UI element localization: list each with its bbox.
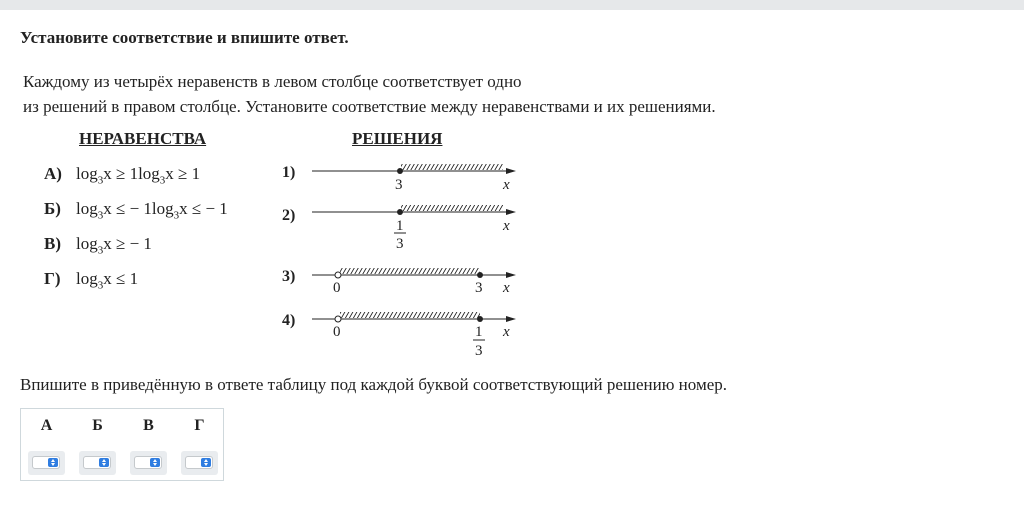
answer-cell-v: [130, 451, 167, 475]
number-line-2: [312, 205, 516, 252]
select-arrow-icon: [150, 458, 160, 467]
solutions-heading: РЕШЕНИЯ: [352, 129, 443, 148]
inequality-letter: Б): [44, 199, 61, 218]
inequality-letter: В): [44, 234, 61, 253]
inequality-letter: А): [44, 164, 62, 183]
answer-header-a: А: [40, 417, 53, 434]
point-numerator: 1: [396, 218, 404, 234]
left-label: 0: [333, 280, 341, 296]
select-arrow-icon: [201, 458, 211, 467]
answer-table: [20, 408, 224, 481]
solution-number-1: 1): [282, 164, 296, 181]
inequality-v: В) $\log_3x$ ≥ − 1: [44, 234, 152, 257]
closed-point: [397, 168, 403, 174]
answer-header-v: В: [143, 417, 154, 434]
answer-select-b[interactable]: [83, 456, 111, 469]
select-arrow-icon: [99, 458, 109, 467]
intro-line-2: из решений в правом столбце. Установите соответствие между неравенствами и их решениями.: [23, 97, 716, 116]
answer-select-v[interactable]: [134, 456, 162, 469]
solution-number-4: 4): [282, 312, 296, 329]
open-point: [335, 272, 341, 278]
point-label: 3: [395, 177, 403, 193]
closed-point: [477, 316, 483, 322]
answer-select-g[interactable]: [185, 456, 213, 469]
answer-cell-a: [28, 451, 65, 475]
answer-cell-b: [79, 451, 116, 475]
inequality-a: А) $\log_3x \ge 1\log_3x \ge 1$: [44, 164, 201, 187]
answer-select-a[interactable]: [32, 456, 60, 469]
inequalities-heading: НЕРАВЕНСТВА: [79, 129, 207, 148]
inequality-letter: Г): [44, 269, 61, 288]
inequality-b: Б) $\log_3x$ ≤ − $1\log_3x$ ≤ − 1: [44, 199, 228, 222]
number-line-3: [312, 268, 516, 296]
axis-label: x: [503, 177, 510, 193]
open-point: [335, 316, 341, 322]
point-denominator: 3: [396, 236, 404, 252]
right-label: 3: [475, 280, 483, 296]
solution-number-2: 2): [282, 207, 296, 224]
answer-header-g: Г: [194, 417, 205, 434]
answer-instruction: Впишите в приведённую в ответе таблицу под каждой буквой соответствующий решению номер.: [20, 375, 728, 394]
intro-line-1: Каждому из четырёх неравенств в левом столбце соответствует одно: [23, 72, 522, 91]
answer-cell-g: [181, 451, 218, 475]
right-numerator: 1: [475, 324, 483, 340]
select-arrow-icon: [48, 458, 58, 467]
right-denominator: 3: [475, 343, 483, 359]
task-title: Установите соответствие и впишите ответ.: [20, 28, 349, 47]
closed-point: [397, 209, 403, 215]
answer-header-b: Б: [92, 417, 103, 434]
inequality-g: Г) $\log_3x \le 1$: [44, 269, 139, 292]
number-line-4: [312, 312, 516, 359]
solution-number-3: 3): [282, 268, 296, 285]
axis-label: x: [503, 280, 510, 296]
left-label: 0: [333, 324, 341, 340]
closed-point: [477, 272, 483, 278]
number-line-1: [312, 164, 516, 193]
axis-label: x: [503, 218, 510, 234]
axis-label: x: [503, 324, 510, 340]
